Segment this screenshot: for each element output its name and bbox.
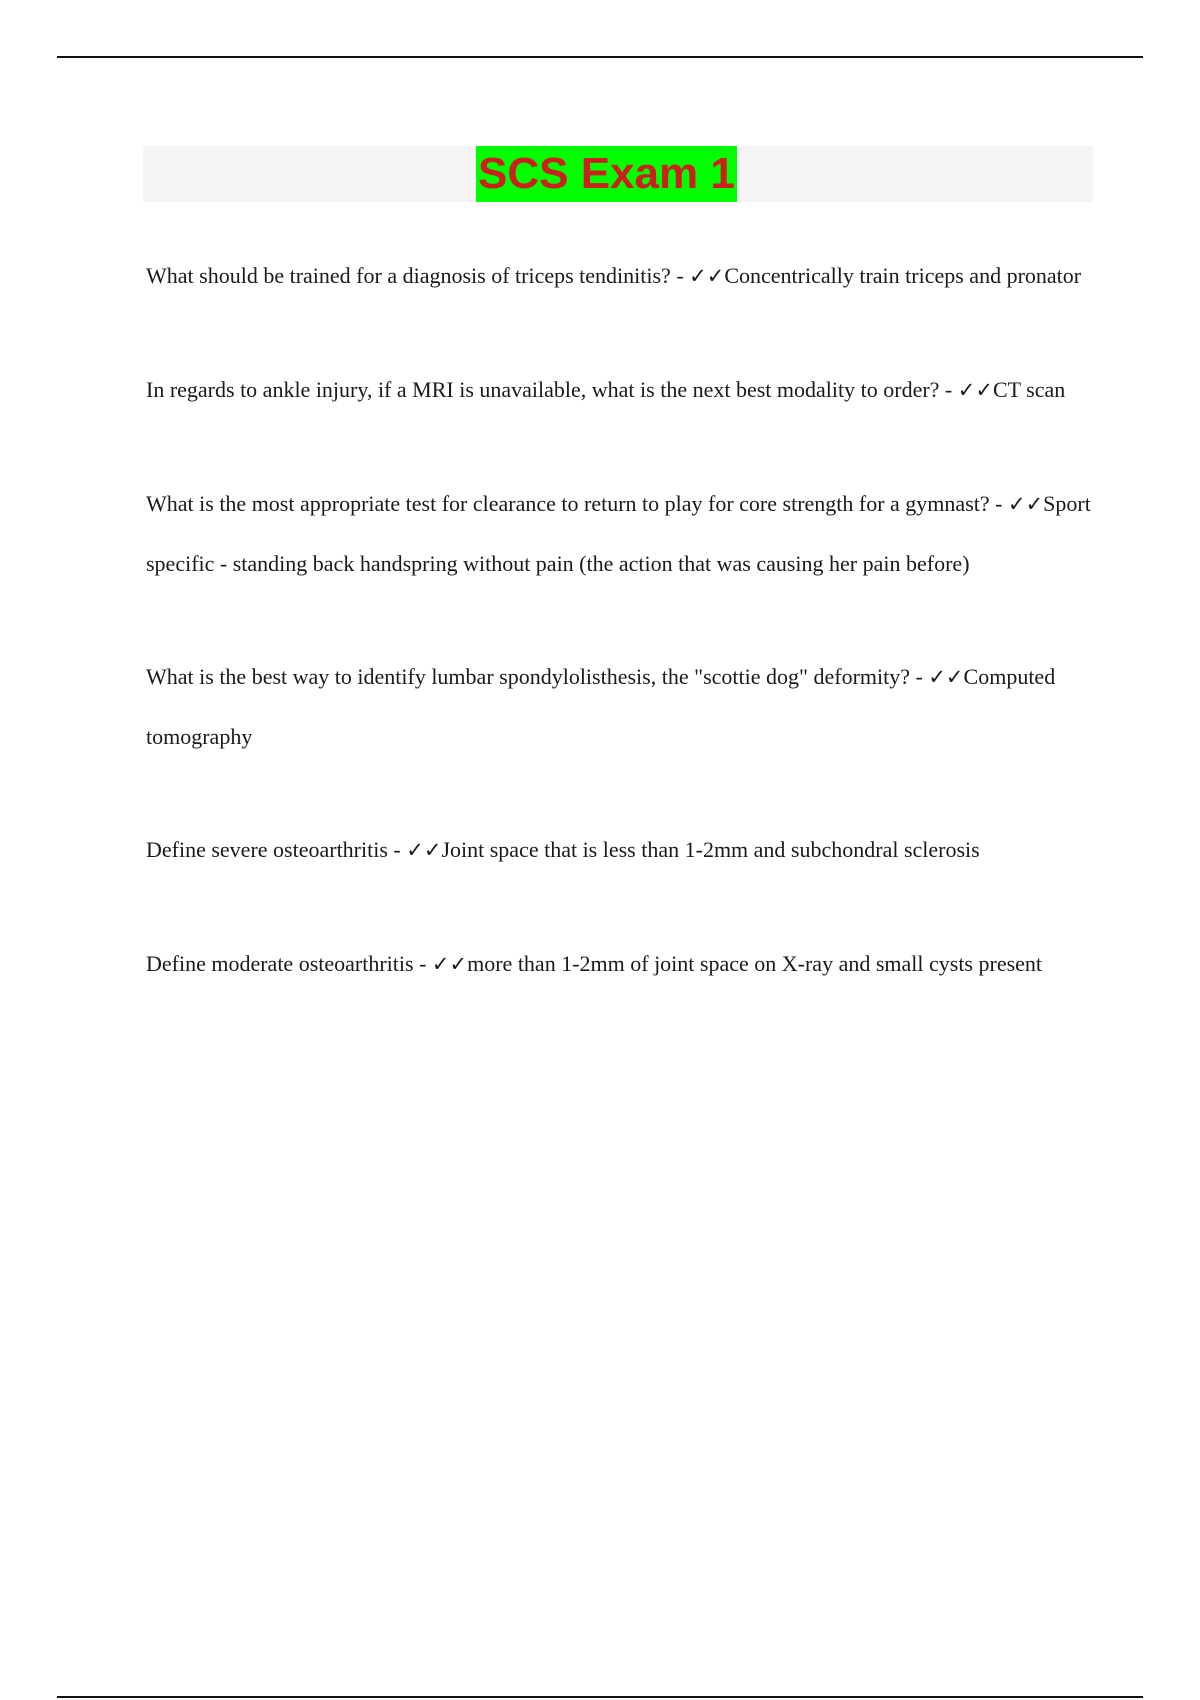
check-mark-icon: ✓✓ <box>928 665 964 689</box>
answer-text: CT scan <box>992 377 1066 402</box>
separator: - <box>413 951 432 976</box>
separator: - <box>910 664 929 689</box>
answer-text: Computed tomography <box>146 664 1056 749</box>
answer-text: more than 1-2mm of joint space on X-ray and small cysts present <box>467 951 1043 976</box>
answer-text: Concentrically train triceps and pronator <box>724 263 1082 288</box>
qa-item <box>146 934 1096 994</box>
check-mark-icon: ✓✓ <box>957 378 993 402</box>
separator: - <box>989 491 1008 516</box>
separator: - <box>670 263 690 288</box>
question-text: In regards to ankle injury, if a MRI is unavailable, what is the next best modality to order? <box>146 377 940 402</box>
question-text: Define moderate osteoarthritis <box>146 951 414 976</box>
question-text: What should be trained for a diagnosis of triceps tendinitis? <box>146 263 671 288</box>
separator: - <box>387 837 407 862</box>
question-text: Define severe osteoarthritis <box>146 837 388 862</box>
question-text: What is the best way to identify lumbar spondylolisthesis, the "scottie dog" deformity? <box>146 664 910 689</box>
qa-item <box>146 246 1096 306</box>
check-mark-icon: ✓✓ <box>689 264 725 288</box>
check-mark-icon: ✓✓ <box>431 952 468 976</box>
question-text: What is the most appropriate test for clearance to return to play for core strength for a gymnast? <box>146 491 990 516</box>
answer-text: Joint space that is less than 1-2mm and subchondral sclerosis <box>441 837 980 862</box>
bottom-rule <box>57 1696 1143 1698</box>
qa-item <box>146 820 1096 880</box>
check-mark-icon: ✓✓ <box>406 838 442 862</box>
check-mark-icon: ✓✓ <box>1007 492 1044 516</box>
qa-list <box>146 246 1096 994</box>
separator: - <box>939 377 958 402</box>
qa-item <box>146 360 1096 420</box>
top-rule <box>57 56 1143 58</box>
qa-item <box>146 474 1096 593</box>
document-title: SCS Exam 1 <box>476 146 737 202</box>
answer-text: Sport specific - standing back handspring without pain (the action that was causing her pain before) <box>146 491 1091 576</box>
qa-item <box>146 647 1096 766</box>
